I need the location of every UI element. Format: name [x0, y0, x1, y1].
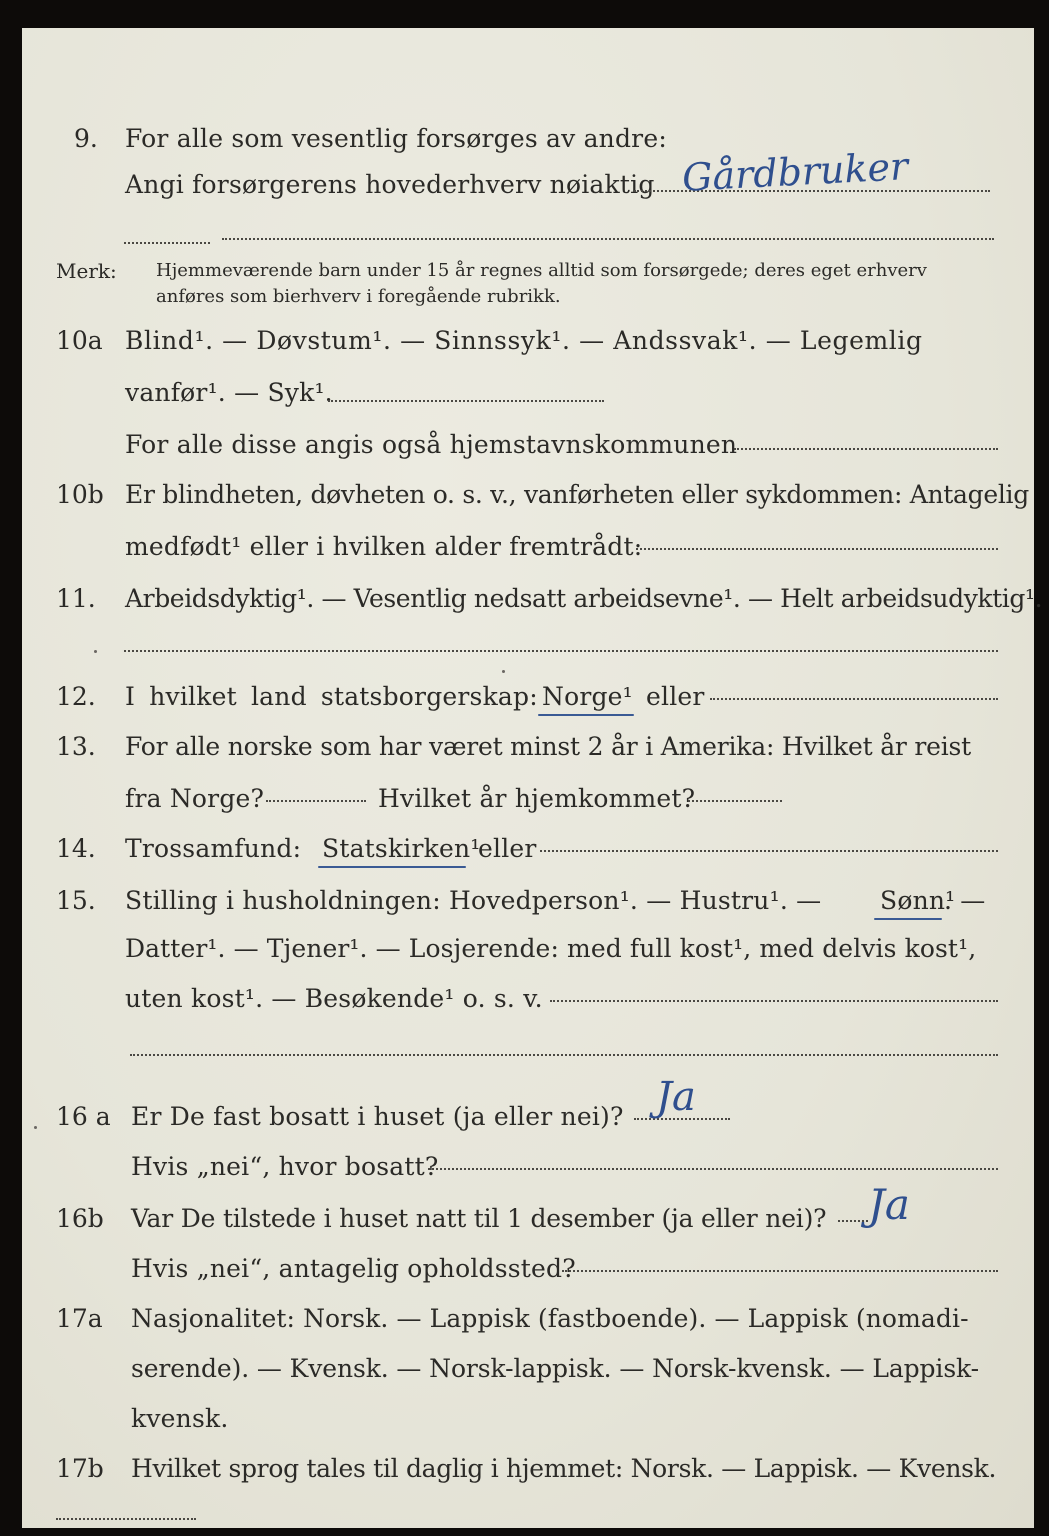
question-10a-home-municipality-line: [734, 448, 998, 450]
question-12-suffix: eller: [646, 682, 705, 711]
question-13-line-2b: Hvilket år hjemkommet?: [378, 784, 696, 813]
question-16a-line-2: Hvis „nei“, hvor bosatt?: [131, 1152, 439, 1181]
question-16b-location-line: [562, 1270, 998, 1272]
question-17a-line-2: serende). — Kvensk. — Norsk-lappisk. — Norsk-kvensk. — Lappisk-: [131, 1354, 980, 1383]
question-9-line-1: For alle som vesentlig forsørges av andre:: [125, 124, 667, 153]
question-17a-line-3: kvensk.: [131, 1404, 229, 1433]
question-16a-number: 16 a: [56, 1102, 111, 1131]
question-12-answer-line: [710, 698, 998, 700]
question-14-suffix: eller: [478, 834, 537, 863]
note-line-1: Hjemmeværende barn under 15 år regnes alltid som forsørgede; deres eget erhverv: [156, 260, 927, 281]
question-15-answer-line: [550, 1000, 998, 1002]
question-16b-number: 16b: [56, 1204, 104, 1233]
question-16b-handwritten-answer: Ja: [868, 1180, 910, 1229]
question-15-line-1a: Stilling i husholdningen: Hovedperson¹. — Hustru¹. —: [125, 886, 822, 915]
question-15-extra-line: [130, 1054, 998, 1056]
question-17b-number: 17b: [56, 1454, 104, 1483]
question-10b-line-1: Er blindheten, døvheten o. s. v., vanførheten eller sykdommen: Antagelig: [125, 480, 1029, 509]
question-17b-line-1: Hvilket sprog tales til daglig i hjemmet: Norsk. — Lappisk. — Kvensk.: [131, 1454, 997, 1483]
question-10b-number: 10b: [56, 480, 104, 509]
question-9-extra-line: [222, 238, 994, 240]
question-16b-line-1: Var De tilstede i huset natt til 1 desember (ja eller nei)?: [131, 1204, 827, 1233]
question-15-line-1c: . —: [944, 886, 986, 915]
question-9-number: 9.: [74, 124, 98, 153]
question-14-number: 14.: [56, 834, 96, 863]
question-17a-line-1: Nasjonalitet: Norsk. — Lappisk (fastboende). — Lappisk (nomadi-: [131, 1304, 969, 1333]
question-15-line-2: Datter¹. — Tjener¹. — Losjerende: med full kost¹, med delvis kost¹,: [125, 934, 977, 963]
question-10a-number: 10a: [56, 326, 103, 355]
question-13-line-2a: fra Norge?: [125, 784, 265, 813]
ink-speck: [502, 670, 505, 673]
question-13-number: 13.: [56, 732, 96, 761]
question-15-line-3: uten kost¹. — Besøkende¹ o. s. v.: [125, 984, 543, 1013]
question-12-handwritten-underline: [538, 714, 634, 716]
ink-speck: [94, 650, 97, 653]
question-12-number: 12.: [56, 682, 96, 711]
question-11-answer-line: [124, 650, 998, 652]
question-16a-line-1: Er De fast bosatt i huset (ja eller nei)?: [131, 1102, 624, 1131]
question-14-prefix: Trossamfund:: [125, 834, 302, 863]
short-separator-line: [124, 242, 210, 244]
question-13-return-year-line: [688, 800, 782, 802]
question-10a-line-1: Blind¹. — Døvstum¹. — Sinnssyk¹. — Andssvak¹. — Legemlig: [125, 326, 923, 355]
question-10a-line-2: vanfør¹. — Syk¹.: [125, 378, 333, 407]
question-16b-answer-line: [838, 1220, 868, 1222]
question-14-answer-line: [540, 850, 998, 852]
question-16a-handwritten-answer: Ja: [656, 1074, 696, 1120]
question-16b-line-2: Hvis „nei“, antagelig opholdssted?: [131, 1254, 576, 1283]
question-14-choice-statskirken: Statskirken¹: [322, 834, 481, 863]
note-line-2: anføres som bierhverv i foregående rubrikk.: [156, 286, 561, 307]
ink-speck: [34, 1126, 37, 1129]
question-15-choice-sonn: Sønn¹: [880, 886, 956, 915]
question-11-number: 11.: [56, 584, 96, 613]
question-15-handwritten-underline: [874, 918, 942, 920]
footnote-separator-line: [56, 1518, 196, 1520]
question-10a-line-3: For alle disse angis også hjemstavnskommunen: [125, 430, 738, 459]
note-label: Merk:: [56, 259, 117, 283]
question-10a-answer-line: [328, 400, 604, 402]
question-10b-line-2: medfødt¹ eller i hvilken alder fremtrådt:: [125, 532, 643, 561]
question-12-prefix: I hvilket land statsborgerskap:: [125, 682, 538, 711]
census-form-page: [22, 28, 1043, 1528]
question-12-choice-norge: Norge¹: [542, 682, 633, 711]
question-17a-number: 17a: [56, 1304, 103, 1333]
question-11-line-1: Arbeidsdyktig¹. — Vesentlig nedsatt arbeidsevne¹. — Helt arbeidsudyktig¹.: [125, 584, 1043, 613]
question-15-number: 15.: [56, 886, 96, 915]
question-9-line-2: Angi forsørgerens hovederhverv nøiaktig: [125, 170, 655, 199]
question-13-departure-year-line: [266, 800, 366, 802]
question-10b-answer-line: [636, 548, 998, 550]
question-13-line-1: For alle norske som har været minst 2 år i Amerika: Hvilket år reist: [125, 732, 972, 761]
question-9-handwritten-answer: Gårdbruker: [681, 144, 910, 200]
question-14-handwritten-underline: [318, 866, 466, 868]
question-16a-residence-line: [428, 1168, 998, 1170]
